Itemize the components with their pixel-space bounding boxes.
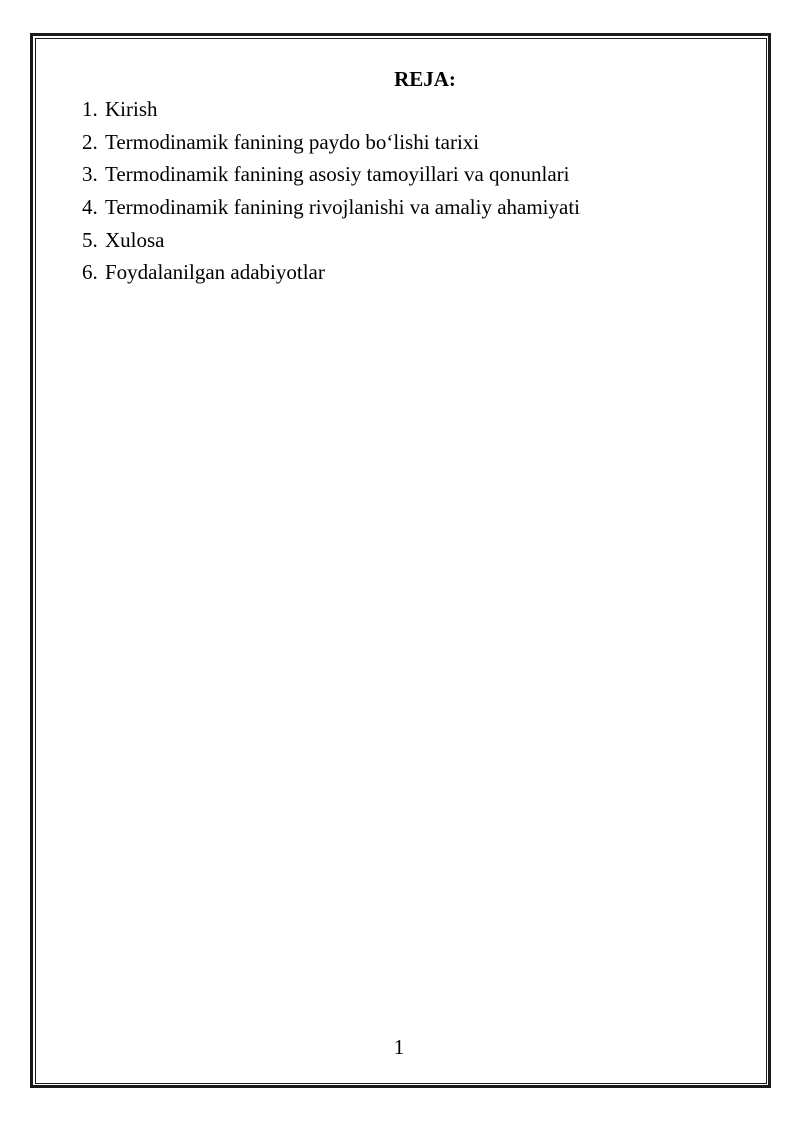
list-item xyxy=(82,126,722,159)
list-item xyxy=(82,224,722,257)
list-item-number: 1. xyxy=(82,97,98,121)
list-item xyxy=(82,93,722,126)
list-item-number: 2. xyxy=(82,129,98,154)
list-item xyxy=(82,191,722,224)
list-item-number: 5. xyxy=(82,227,98,252)
list-item-text: Termodinamik fanining asosiy tamoyillari va qonunlari xyxy=(105,162,570,187)
list-item-number: 6. xyxy=(82,260,98,285)
outline-list xyxy=(82,93,722,289)
list-item-text: Foydalanilgan adabiyotlar xyxy=(105,260,325,285)
list-item-text: Kirish xyxy=(105,97,158,121)
list-item xyxy=(82,158,722,191)
list-item-number: 3. xyxy=(82,162,98,187)
list-item-number: 4. xyxy=(82,195,98,220)
list-item-text: Termodinamik fanining rivojlanishi va amaliy ahamiyati xyxy=(105,195,580,220)
page-number: 1 xyxy=(393,1035,405,1059)
list-item-text: Termodinamik fanining paydo bo‘lishi tarixi xyxy=(105,129,480,154)
page-title: REJA: xyxy=(394,67,456,91)
list-item-text: Xulosa xyxy=(105,227,165,252)
list-item xyxy=(82,256,722,289)
